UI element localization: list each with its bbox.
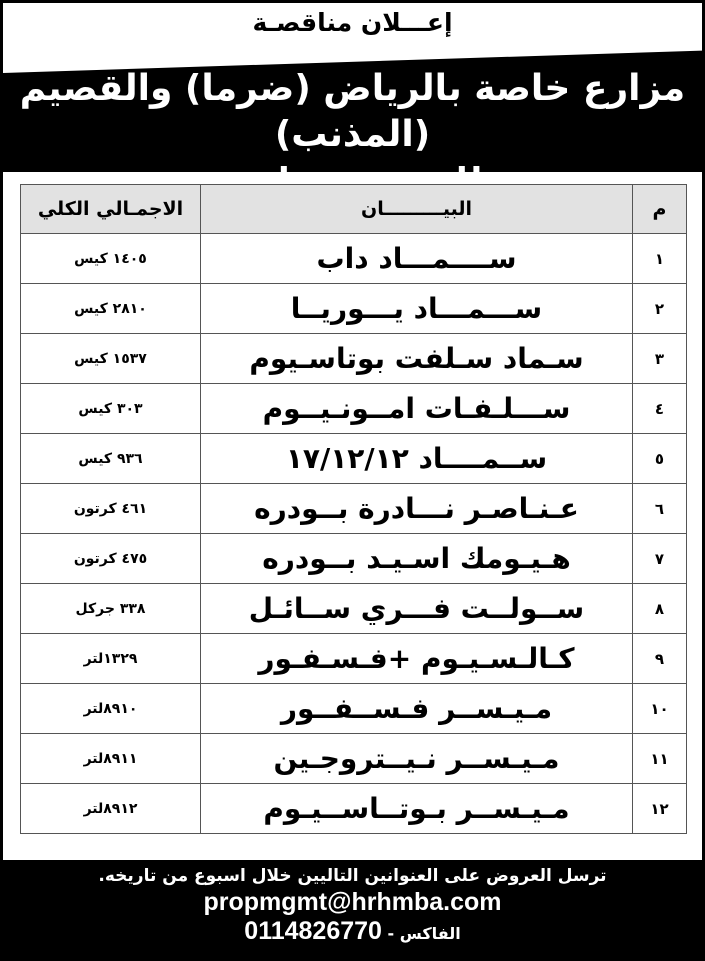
table-row (21, 634, 687, 684)
row-description: سـماد سـلفت بوتاسـيوم (201, 334, 633, 384)
submission-note: ترسل العروض على العنوانين التاليين خلال اسبوع من تاريخه. (98, 866, 607, 886)
row-index: ١١ (633, 734, 687, 784)
row-description: ســمــــاد ١٧/١٢/١٢ (201, 434, 633, 484)
table-row (21, 384, 687, 434)
row-description: مـيـســر بـوتــاســيـوم (201, 784, 633, 834)
table-row (21, 434, 687, 484)
row-total: ٨٩١١لتر (21, 734, 201, 784)
row-total: ٩٣٦ كيس (21, 434, 201, 484)
fax-number: 0114826770 (244, 917, 382, 945)
fax-line (0, 917, 705, 946)
table-row (21, 734, 687, 784)
row-total: ٨٩١٠لتر (21, 684, 201, 734)
contact-email: propmgmt@hrhmba.com (203, 888, 502, 916)
row-index: ١٠ (633, 684, 687, 734)
header-description: البيـــــــــان (201, 185, 633, 234)
row-index: ١ (633, 234, 687, 284)
row-index: ٤ (633, 384, 687, 434)
row-total: ٨٩١٢لتر (21, 784, 201, 834)
row-total: ٢٨١٠ كيس (21, 284, 201, 334)
row-total: ١٤٠٥ كيس (21, 234, 201, 284)
row-total: ٤٧٥ كرتون (21, 534, 201, 584)
table-row (21, 784, 687, 834)
row-index: ٩ (633, 634, 687, 684)
table-row (21, 584, 687, 634)
row-index: ٧ (633, 534, 687, 584)
fax-label: الفاكس - (387, 924, 461, 943)
row-description: ســـمـــاد يـــوريــا (201, 284, 633, 334)
row-total: ٤٦١ كرتون (21, 484, 201, 534)
row-description: مـيـســر فـســفــور (201, 684, 633, 734)
row-description: هـيـومك اسـيـد بــودره (201, 534, 633, 584)
fertilizer-table (20, 184, 687, 834)
table-row (21, 234, 687, 284)
row-description: كـالـسـيـوم +فـسـفـور (201, 634, 633, 684)
row-index: ٥ (633, 434, 687, 484)
row-description: مـيـســر نـيــتروجـين (201, 734, 633, 784)
row-total: ٣٠٣ كيس (21, 384, 201, 434)
row-description: ســـلـفـات امــونـيــوم (201, 384, 633, 434)
header-total: الاجمـالي الكلي (21, 185, 201, 234)
header-index: م (633, 185, 687, 234)
row-index: ٢ (633, 284, 687, 334)
row-index: ٣ (633, 334, 687, 384)
table-row (21, 684, 687, 734)
row-description: عـنـاصـر نـــادرة بــودره (201, 484, 633, 534)
row-index: ٨ (633, 584, 687, 634)
headline-farms: مزارع خاصة بالرياض (ضرما) والقصيم (المذنب) (19, 68, 686, 155)
row-description: ســولــت فـــري ســائـل (201, 584, 633, 634)
announcement-title: إعـــلان مناقصـة (252, 8, 453, 37)
row-total: ١٣٢٩لتر (21, 634, 201, 684)
row-total: ٣٣٨ جركل (21, 584, 201, 634)
row-index: ٦ (633, 484, 687, 534)
table-row (21, 284, 687, 334)
table-header-row (21, 185, 687, 234)
row-index: ١٢ (633, 784, 687, 834)
row-total: ١٥٣٧ كيس (21, 334, 201, 384)
table-row (21, 334, 687, 384)
table-row (21, 484, 687, 534)
row-description: ســــمـــاد داب (201, 234, 633, 284)
table-row (21, 534, 687, 584)
contact-footer (0, 862, 705, 961)
